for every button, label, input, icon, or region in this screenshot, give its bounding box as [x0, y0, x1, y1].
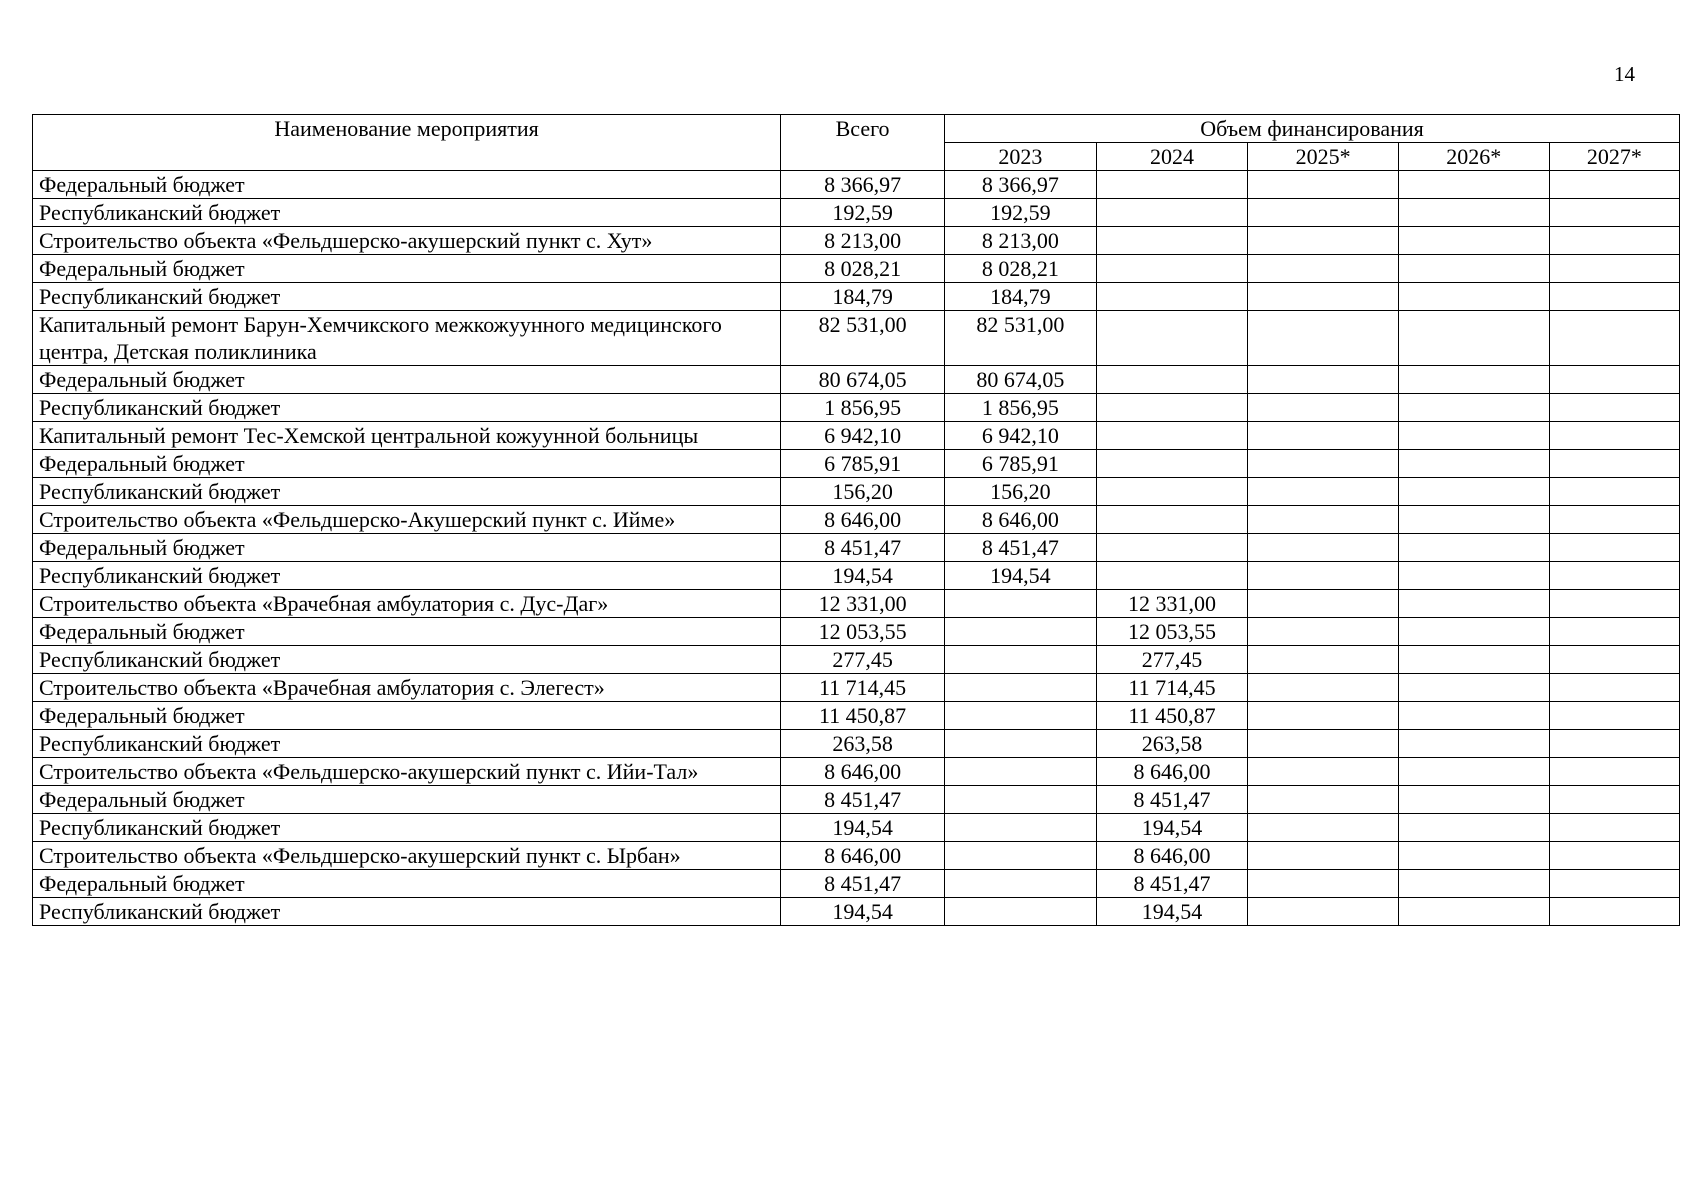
table-row [33, 702, 1680, 730]
cell-2026 [1398, 562, 1549, 590]
cell-2027 [1549, 730, 1679, 758]
cell-total: 192,59 [781, 199, 945, 227]
cell-2025 [1248, 283, 1399, 311]
cell-2023: 8 646,00 [945, 506, 1097, 534]
cell-total: 8 451,47 [781, 786, 945, 814]
cell-2023 [945, 870, 1097, 898]
cell-2025 [1248, 394, 1399, 422]
table-row [33, 366, 1680, 394]
cell-total: 11 450,87 [781, 702, 945, 730]
cell-2025 [1248, 702, 1399, 730]
table-row [33, 758, 1680, 786]
cell-2023: 184,79 [945, 283, 1097, 311]
cell-2024 [1096, 506, 1248, 534]
cell-2026 [1398, 366, 1549, 394]
table-row [33, 422, 1680, 450]
cell-name: Федеральный бюджет [33, 534, 781, 562]
cell-2027 [1549, 590, 1679, 618]
cell-2024 [1096, 283, 1248, 311]
cell-total: 80 674,05 [781, 366, 945, 394]
cell-name: Республиканский бюджет [33, 814, 781, 842]
cell-2026 [1398, 450, 1549, 478]
cell-2024: 263,58 [1096, 730, 1248, 758]
cell-2026 [1398, 646, 1549, 674]
cell-2025 [1248, 730, 1399, 758]
cell-2024: 12 053,55 [1096, 618, 1248, 646]
table-row [33, 590, 1680, 618]
table-row [33, 171, 1680, 199]
cell-2027 [1549, 422, 1679, 450]
header-financing-volume: Объем финансирования [945, 115, 1680, 143]
table-header [33, 115, 1680, 171]
cell-2027 [1549, 814, 1679, 842]
cell-2026 [1398, 506, 1549, 534]
cell-2026 [1398, 842, 1549, 870]
cell-2023 [945, 786, 1097, 814]
cell-name: Республиканский бюджет [33, 478, 781, 506]
cell-2024 [1096, 366, 1248, 394]
cell-2027 [1549, 450, 1679, 478]
cell-2023 [945, 758, 1097, 786]
cell-2023 [945, 730, 1097, 758]
cell-2024: 8 646,00 [1096, 842, 1248, 870]
cell-2027 [1549, 255, 1679, 283]
cell-2026 [1398, 590, 1549, 618]
cell-total: 6 785,91 [781, 450, 945, 478]
cell-2024 [1096, 450, 1248, 478]
cell-2025 [1248, 842, 1399, 870]
cell-2023: 194,54 [945, 562, 1097, 590]
cell-total: 8 028,21 [781, 255, 945, 283]
cell-2023: 8 028,21 [945, 255, 1097, 283]
cell-name: Республиканский бюджет [33, 646, 781, 674]
cell-total: 1 856,95 [781, 394, 945, 422]
table-row [33, 283, 1680, 311]
cell-2023: 6 785,91 [945, 450, 1097, 478]
cell-name: Строительство объекта «Врачебная амбулатория с. Элегест» [33, 674, 781, 702]
cell-total: 194,54 [781, 898, 945, 926]
table-row [33, 394, 1680, 422]
cell-2024: 11 450,87 [1096, 702, 1248, 730]
cell-name: Республиканский бюджет [33, 394, 781, 422]
cell-total: 82 531,00 [781, 311, 945, 366]
table-row [33, 730, 1680, 758]
cell-2026 [1398, 227, 1549, 255]
cell-total: 6 942,10 [781, 422, 945, 450]
cell-2025 [1248, 227, 1399, 255]
cell-2027 [1549, 366, 1679, 394]
cell-total: 194,54 [781, 814, 945, 842]
cell-2027 [1549, 199, 1679, 227]
cell-2025 [1248, 255, 1399, 283]
cell-2024 [1096, 478, 1248, 506]
table-row [33, 562, 1680, 590]
cell-2026 [1398, 394, 1549, 422]
cell-2025 [1248, 171, 1399, 199]
table-row [33, 199, 1680, 227]
cell-2024 [1096, 199, 1248, 227]
cell-total: 194,54 [781, 562, 945, 590]
cell-2026 [1398, 814, 1549, 842]
cell-2025 [1248, 450, 1399, 478]
cell-2026 [1398, 618, 1549, 646]
cell-2027 [1549, 478, 1679, 506]
header-year-2023: 2023 [945, 143, 1097, 171]
cell-2026 [1398, 702, 1549, 730]
cell-2024: 12 331,00 [1096, 590, 1248, 618]
table-row [33, 898, 1680, 926]
cell-total: 263,58 [781, 730, 945, 758]
table-row [33, 786, 1680, 814]
table-row [33, 646, 1680, 674]
cell-name: Республиканский бюджет [33, 283, 781, 311]
cell-2023: 82 531,00 [945, 311, 1097, 366]
table-row [33, 674, 1680, 702]
cell-2025 [1248, 366, 1399, 394]
cell-2026 [1398, 870, 1549, 898]
header-year-2026: 2026* [1398, 143, 1549, 171]
cell-2024: 194,54 [1096, 814, 1248, 842]
cell-2027 [1549, 171, 1679, 199]
cell-total: 184,79 [781, 283, 945, 311]
cell-2027 [1549, 227, 1679, 255]
cell-2024 [1096, 311, 1248, 366]
cell-2023 [945, 674, 1097, 702]
cell-2024: 8 451,47 [1096, 786, 1248, 814]
cell-2025 [1248, 898, 1399, 926]
cell-2024: 8 451,47 [1096, 870, 1248, 898]
cell-total: 8 646,00 [781, 842, 945, 870]
cell-2024 [1096, 227, 1248, 255]
table-row [33, 311, 1680, 366]
cell-2024 [1096, 534, 1248, 562]
cell-2025 [1248, 646, 1399, 674]
cell-2023 [945, 814, 1097, 842]
cell-2025 [1248, 562, 1399, 590]
cell-2025 [1248, 870, 1399, 898]
cell-2026 [1398, 171, 1549, 199]
cell-name: Строительство объекта «Фельдшерско-Акушерский пункт с. Ийме» [33, 506, 781, 534]
cell-2027 [1549, 562, 1679, 590]
cell-name: Федеральный бюджет [33, 171, 781, 199]
cell-2025 [1248, 478, 1399, 506]
cell-2024: 194,54 [1096, 898, 1248, 926]
cell-2024 [1096, 255, 1248, 283]
cell-2024 [1096, 562, 1248, 590]
cell-2026 [1398, 758, 1549, 786]
cell-name: Строительство объекта «Фельдшерско-акушерский пункт с. Ийи-Тал» [33, 758, 781, 786]
cell-name: Строительство объекта «Врачебная амбулатория с. Дус-Даг» [33, 590, 781, 618]
cell-2027 [1549, 646, 1679, 674]
header-total: Всего [781, 115, 945, 171]
cell-2027 [1549, 786, 1679, 814]
cell-2023: 8 366,97 [945, 171, 1097, 199]
cell-total: 8 451,47 [781, 534, 945, 562]
cell-name: Капитальный ремонт Барун-Хемчикского межкожуунного медицинского центра, Детская поликлиника [33, 311, 781, 366]
cell-2025 [1248, 618, 1399, 646]
cell-name: Федеральный бюджет [33, 786, 781, 814]
cell-2027 [1549, 702, 1679, 730]
cell-2026 [1398, 478, 1549, 506]
cell-total: 12 331,00 [781, 590, 945, 618]
cell-2024 [1096, 422, 1248, 450]
cell-2025 [1248, 506, 1399, 534]
table-row [33, 814, 1680, 842]
cell-name: Республиканский бюджет [33, 562, 781, 590]
cell-2024 [1096, 394, 1248, 422]
cell-2023: 80 674,05 [945, 366, 1097, 394]
cell-2027 [1549, 842, 1679, 870]
cell-2023 [945, 590, 1097, 618]
cell-total: 11 714,45 [781, 674, 945, 702]
cell-total: 8 646,00 [781, 506, 945, 534]
cell-total: 8 451,47 [781, 870, 945, 898]
cell-2023 [945, 646, 1097, 674]
cell-name: Федеральный бюджет [33, 870, 781, 898]
cell-2026 [1398, 534, 1549, 562]
cell-name: Республиканский бюджет [33, 199, 781, 227]
table-row [33, 870, 1680, 898]
cell-2027 [1549, 534, 1679, 562]
table-row [33, 478, 1680, 506]
table-row [33, 534, 1680, 562]
cell-2024: 8 646,00 [1096, 758, 1248, 786]
table-row [33, 450, 1680, 478]
cell-2023: 6 942,10 [945, 422, 1097, 450]
cell-name: Федеральный бюджет [33, 255, 781, 283]
cell-2023: 1 856,95 [945, 394, 1097, 422]
cell-2026 [1398, 730, 1549, 758]
cell-2026 [1398, 311, 1549, 366]
page-number: 14 [1614, 62, 1635, 86]
cell-2025 [1248, 422, 1399, 450]
cell-2025 [1248, 311, 1399, 366]
cell-2027 [1549, 283, 1679, 311]
cell-total: 12 053,55 [781, 618, 945, 646]
cell-2023: 192,59 [945, 199, 1097, 227]
cell-2025 [1248, 758, 1399, 786]
cell-2027 [1549, 394, 1679, 422]
cell-2027 [1549, 898, 1679, 926]
cell-name: Республиканский бюджет [33, 898, 781, 926]
table-row [33, 227, 1680, 255]
cell-2026 [1398, 898, 1549, 926]
cell-name: Федеральный бюджет [33, 450, 781, 478]
financing-table [32, 114, 1680, 926]
table-row [33, 842, 1680, 870]
table-row [33, 255, 1680, 283]
cell-name: Федеральный бюджет [33, 618, 781, 646]
cell-2023 [945, 842, 1097, 870]
cell-name: Капитальный ремонт Тес-Хемской центральной кожуунной больницы [33, 422, 781, 450]
cell-2025 [1248, 199, 1399, 227]
cell-total: 277,45 [781, 646, 945, 674]
cell-2026 [1398, 786, 1549, 814]
cell-2024: 11 714,45 [1096, 674, 1248, 702]
header-name: Наименование мероприятия [33, 115, 781, 171]
cell-2027 [1549, 674, 1679, 702]
cell-total: 156,20 [781, 478, 945, 506]
header-row [33, 115, 1680, 143]
cell-2027 [1549, 758, 1679, 786]
cell-name: Федеральный бюджет [33, 366, 781, 394]
cell-2024: 277,45 [1096, 646, 1248, 674]
cell-2025 [1248, 534, 1399, 562]
cell-2027 [1549, 506, 1679, 534]
cell-2025 [1248, 590, 1399, 618]
header-year-2024: 2024 [1096, 143, 1248, 171]
table-row [33, 618, 1680, 646]
cell-2026 [1398, 283, 1549, 311]
cell-2023: 156,20 [945, 478, 1097, 506]
cell-2023 [945, 898, 1097, 926]
cell-2027 [1549, 311, 1679, 366]
cell-name: Республиканский бюджет [33, 730, 781, 758]
cell-2027 [1549, 618, 1679, 646]
header-year-2027: 2027* [1549, 143, 1679, 171]
table-body [33, 171, 1680, 926]
cell-total: 8 366,97 [781, 171, 945, 199]
cell-2027 [1549, 870, 1679, 898]
cell-2025 [1248, 814, 1399, 842]
cell-name: Строительство объекта «Фельдшерско-акушерский пункт с. Хут» [33, 227, 781, 255]
table-row [33, 506, 1680, 534]
cell-total: 8 213,00 [781, 227, 945, 255]
cell-2026 [1398, 674, 1549, 702]
cell-name: Строительство объекта «Фельдшерско-акушерский пункт с. Ырбан» [33, 842, 781, 870]
cell-2023: 8 213,00 [945, 227, 1097, 255]
cell-2026 [1398, 199, 1549, 227]
cell-2025 [1248, 786, 1399, 814]
cell-name: Федеральный бюджет [33, 702, 781, 730]
cell-2025 [1248, 674, 1399, 702]
header-year-2025: 2025* [1248, 143, 1399, 171]
cell-2024 [1096, 171, 1248, 199]
cell-2026 [1398, 255, 1549, 283]
cell-2023 [945, 702, 1097, 730]
cell-2026 [1398, 422, 1549, 450]
cell-total: 8 646,00 [781, 758, 945, 786]
cell-2023 [945, 618, 1097, 646]
cell-2023: 8 451,47 [945, 534, 1097, 562]
